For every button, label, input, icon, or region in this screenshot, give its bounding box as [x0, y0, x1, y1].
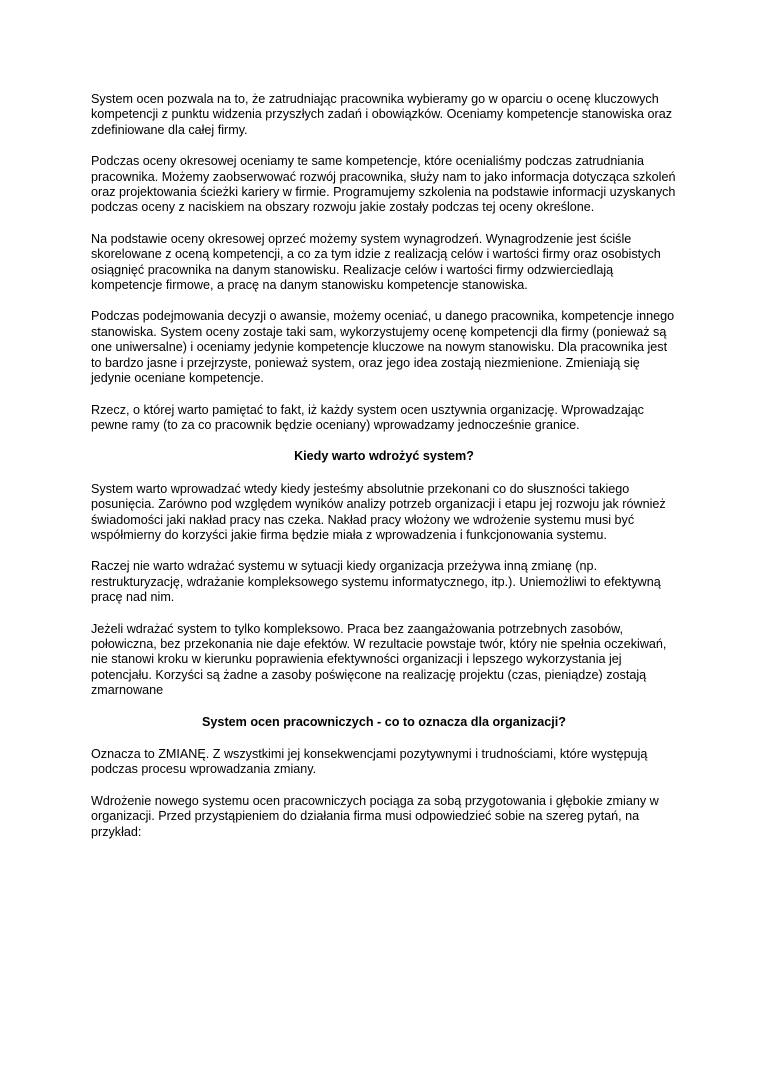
- paragraph-recruitment: System ocen pozwala na to, że zatrudniając pracownika wybieramy go w oparciu o ocenę kluczowych kompetencji z punktu widzenia przyszłych zadań i obowiązków. Oceniamy kompetencje stanowiska oraz zdefiniowane dla całej firmy.: [91, 92, 672, 137]
- paragraph-comprehensive: Jeżeli wdrażać system to tylko kompleksowo. Praca bez zaangażowania potrzebnych zasobów, połowiczna, bez przekonania nie daje efektów. W rezultacie powstaje twór, który nie spełnia oczekiwań, nie stanowi kroku w kierunku poprawienia efektywności organizacji i lepszego wykorzystania jej potencjału. Korzyści są żadne a zasoby poświęcone na realizację projektu (czas, pieniądze) zostają zmarnowane: [91, 621, 667, 698]
- paragraph-periodic-review: Podczas oceny okresowej oceniamy te same kompetencje, które ocenialiśmy podczas zatrudniania pracownika. Możemy zaobserwować rozwój pracownika, służy nam to jako informacja dotycząca szkoleń oraz projektowania ścieżki kariery w firmie. Programujemy szkolenia na podstawie informacji uzyskanych podczas oceny z naciskiem na obszary rozwoju jakie zostały podczas tej oceny określone.: [91, 154, 676, 215]
- paragraph-rigidity: Rzecz, o której warto pamiętać to fakt, iż każdy system ocen usztywnia organizację. Wprowadzając pewne ramy (to za co pracownik będzie oceniany) wprowadzamy jednocześnie granice.: [91, 402, 644, 432]
- paragraph-promotion: Podczas podejmowania decyzji o awansie, możemy oceniać, u danego pracownika, kompetencje innego stanowiska. System oceny zostaje taki sam, wykorzystujemy ocenę kompetencji dla firmy (ponieważ są one uniwersalne) i oceniamy jedynie kompetencje kluczowe na nowym stanowisku. Dla pracownika jest to bardzo jasne i przejrzyste, ponieważ system, oraz jego idea zostają niezmienione. Zmieniają się jedynie oceniane kompetencje.: [91, 309, 675, 386]
- heading-when-to-implement: Kiedy warto wdrożyć system?: [294, 449, 474, 464]
- paragraph-when-not-worth: Raczej nie warto wdrażać systemu w sytuacji kiedy organizacja przeżywa inną zmianę (np. restrukturyzację, wdrażanie kompleksowego systemu informatycznego, itp.). Uniemożliwi to efektywną pracę nad nim.: [91, 559, 661, 605]
- document-page: [91, 92, 677, 856]
- paragraph-when-worth: System warto wprowadzać wtedy kiedy jesteśmy absolutnie przekonani co do słuszności takiego posunięcia. Zarówno pod względem wyników analizy potrzeb organizacji i etapu jej rozwoju jak również świadomości jaki nakład pracy nas czeka. Nakład pracy włożony we wdrożenie systemu musi być współmierny do korzyści jakie firma będzie miała z wprowadzenia i funkcjonowania systemu.: [91, 481, 666, 542]
- heading-what-it-means: System ocen pracowniczych - co to oznacza dla organizacji?: [202, 714, 566, 729]
- paragraph-salary-system: Na podstawie oceny okresowej oprzeć możemy system wynagrodzeń. Wynagrodzenie jest ściśle skorelowane z oceną kompetencji, a co za tym idzie z realizacją celów i wartości firmy oraz osobistych osiągnięć pracownika na danym stanowisku. Realizacje celów i wartości firmy odzwierciedlają kompetencje firmowe, a pracę na danym stanowisku kompetencje stanowiska.: [91, 231, 661, 293]
- paragraph-implementation: Wdrożenie nowego systemu ocen pracowniczych pociąga za sobą przygotowania i głębokie zmiany w organizacji. Przed przystąpieniem do działania firma musi odpowiedzieć sobie na szereg pytań, na przykład:: [91, 793, 659, 839]
- paragraph-change: Oznacza to ZMIANĘ. Z wszystkimi jej konsekwencjami pozytywnymi i trudnościami, które występują podczas procesu wprowadzania zmiany.: [91, 747, 648, 777]
